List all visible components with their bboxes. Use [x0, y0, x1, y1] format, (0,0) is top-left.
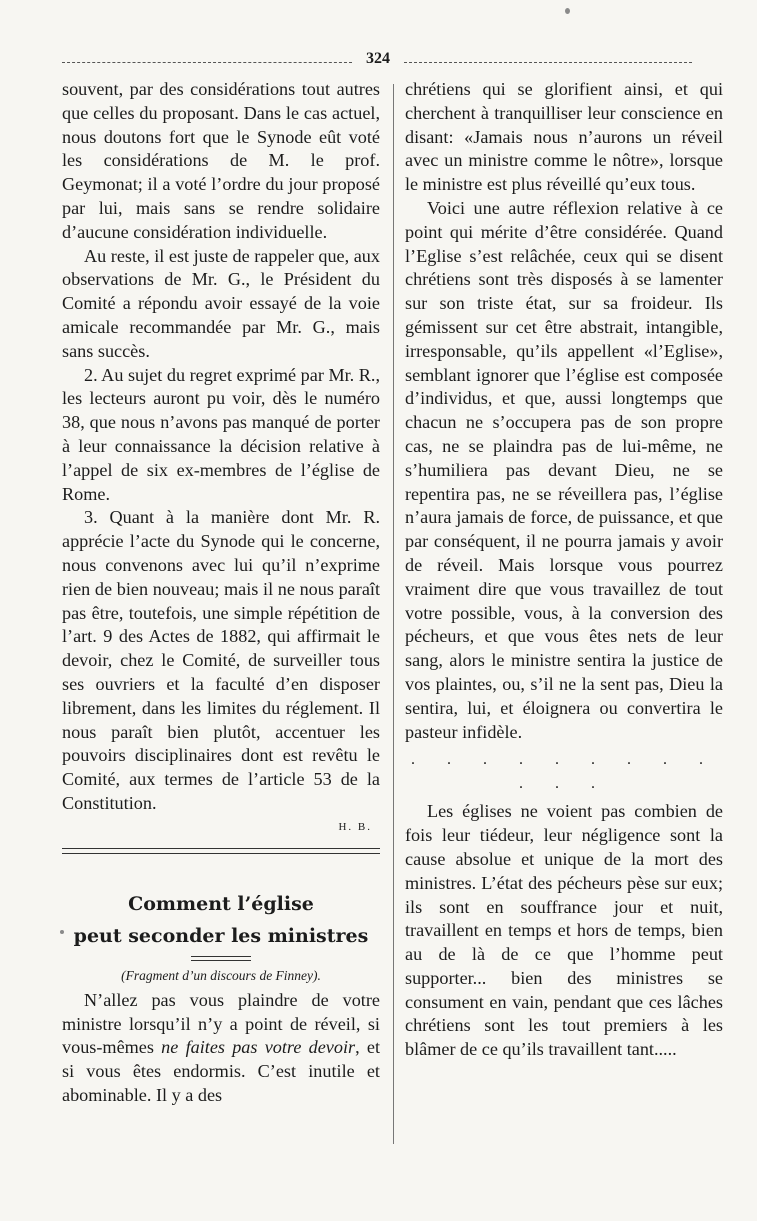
print-speck: [565, 8, 570, 14]
article-text-b: , et si vous êtes endormis. C’est inutile et abominable. Il y a des: [62, 1037, 380, 1105]
left-column: [62, 78, 380, 1108]
article-paragraph: [62, 989, 380, 1108]
page-header: [62, 52, 692, 72]
print-speck: [60, 930, 64, 934]
article-title-line-1: Comment l’église: [128, 892, 314, 915]
right-column: [405, 78, 723, 1062]
column-divider: [393, 84, 394, 1144]
article-title: [62, 888, 380, 952]
header-rule-right: [404, 62, 692, 63]
ellipsis-separator: . . . . . . . . . . . .: [411, 751, 717, 793]
page-number: 324: [366, 50, 390, 67]
paragraph-continuation: chrétiens qui se glorifient ainsi, et qui cherchent à tranquilliser leur conscience en disant: «Jamais nous n’aurons un réveil avec un ministre comme le nôtre», lorsque le ministre est plus réveillé qu’eux tous.: [405, 79, 723, 195]
article-text-italic: ne faites pas votre devoir: [161, 1037, 356, 1058]
header-rule-left: [62, 62, 352, 63]
paragraph-continuation: souvent, par des considérations tout autres que celles du proposant. Dans le cas actuel, nous doutons fort que le Synode eût voté les considérations de M. le prof. Geymonat; il a voté l’ordre du jour proposé par lui, mais sans se rendre solidaire d’aucune considération individuelle.: [62, 79, 380, 242]
section-rule: [62, 848, 380, 854]
article-source: (Fragment d’un discours de Finney).: [121, 967, 321, 983]
paragraph: Les églises ne voient pas combien de fois leur tiédeur, leur négligence sont la cause absolue et unique de la mort des ministres. L’état des pécheurs pèse sur eux; ils sont en souffrance jour et nuit, travaillent en temps et hors de temps, bien au de là de ce que l’homme peut supporter... bien des ministres se consument en vain, pendant que ces lâches chrétiens sont les tout premiers à les blâmer de ce qu’ils travaillent tant.....: [405, 801, 723, 1060]
signature: H. B.: [338, 820, 372, 833]
paragraph: Au reste, il est juste de rappeler que, aux observations de Mr. G., le Président du Comité a répondu avoir essayé de la voie amicale recommandée par Mr. G., mais sans succès.: [62, 245, 380, 361]
paragraph-point-3: 3. Quant à la manière dont Mr. R. apprécie l’acte du Synode qui le concerne, nous convenons avec lui qu’il n’exprime rien de bien nouveau; mais il ne nous paraît pas être, toutefois, une simple répétition de l’art. 9 des Actes de 1882, qui affirmait le devoir, chez le Comité, de surveiller tous ses ouvriers et la faculté d’en disposer librement, dans les limites du réglement. Il nous paraît bien plutôt, accentuer les pouvoirs disciplinaires dont est revêtu le Comité, aux termes de l’article 53 de la Constitution.: [62, 507, 380, 813]
paragraph-point-2: 2. Au sujet du regret exprimé par Mr. R., les lecteurs auront pu voir, dès le numéro 38, que nous n’avons pas manqué de porter à leur connaissance la décision relative à l’appel de six ex-membres de l’église de Rome.: [62, 364, 380, 504]
paragraph: Voici une autre réflexion relative à ce point qui mérite d’être considérée. Quand l’Eglise s’est relâchée, ceux qui se disent chrétiens sont très disposés à se lamenter sur son triste état, sur sa froideur. Ils gémissent sur cet être abstrait, intangible, irresponsable, qu’ils appellent «l’Eglise», semblant ignorer que l’église est composée d’individus, et que, aussi longtemps que chacun ne s’occupera pas de son propre cas, ne se plaindra pas de lui-même, ne s’humiliera pas devant Dieu, ne se repentira pas, ne se réveillera pas, l’église n’aura jamais de force, de puissance, et que par conséquent, il ne pourra jamais y avoir de réveil. Mais lorsque vous pourrez vraiment dire que vous travaillez de tout votre possible, vous, à la conversion des pécheurs, et que vous êtes nets de leur sang, alors le ministre sentira la justice de vos plaintes, ou, s’il ne la sent pas, Dieu la sentira, lui, et éloignera ou convertira le pasteur infidèle.: [405, 197, 723, 742]
title-ornament: [191, 956, 251, 961]
article-text-a: N’allez pas vous plaindre de votre ministre lorsqu’il n’y a point de réveil, si vous-mêmes: [62, 989, 380, 1058]
article-title-line-2: peut seconder les ministres: [73, 924, 369, 947]
